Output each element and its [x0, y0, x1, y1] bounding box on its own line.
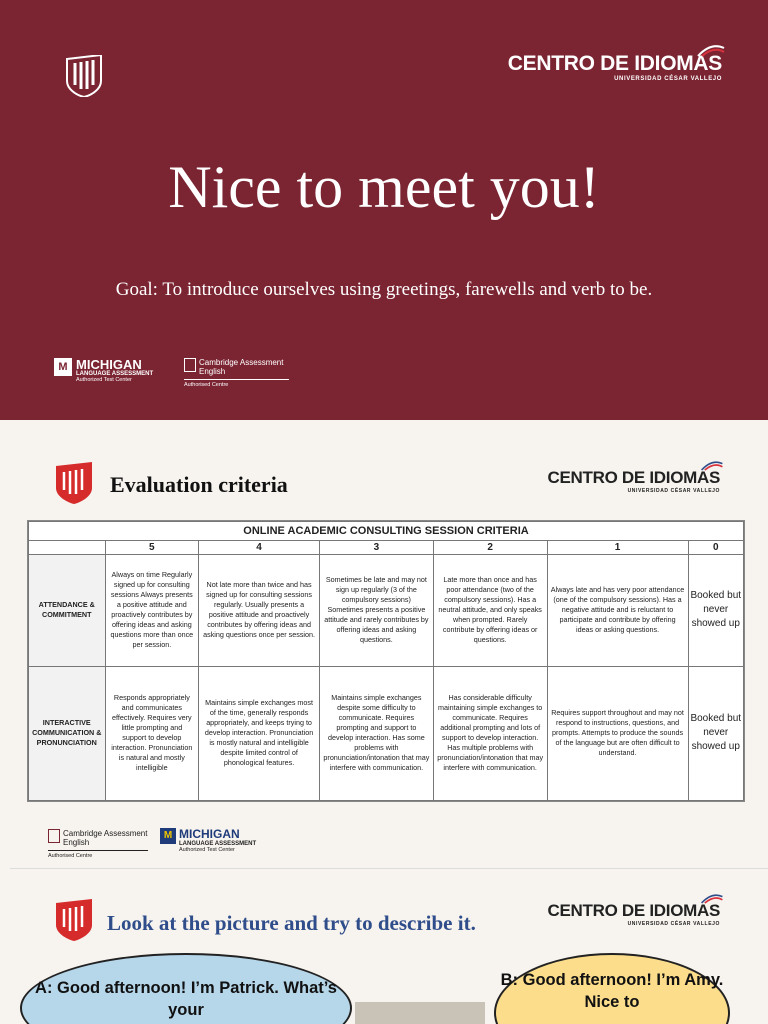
- speech-bubble-b: B: Good afternoon! I’m Amy. Nice to: [494, 953, 730, 1024]
- swoosh-icon: [696, 44, 726, 58]
- centro-title: CENTRO DE IDIOMAS: [507, 52, 722, 75]
- score-header: 3: [319, 540, 433, 554]
- evaluation-title: Evaluation criteria: [110, 472, 288, 497]
- michigan-line2: LANGUAGE ASSESSMENT: [179, 841, 257, 847]
- ucv-shield-logo: [64, 55, 104, 97]
- cambridge-name: Cambridge Assessment: [63, 829, 148, 838]
- criteria-table: [27, 520, 745, 802]
- centro-subtitle: UNIVERSIDAD CÉSAR VALLEJO: [627, 921, 720, 927]
- slide-title: Nice to meet you!: [168, 154, 600, 220]
- criteria-cell: Late more than once and has poor attendance (two of the compulsory sessions). Has a neutral attitude, and only speaks when prompted. Rarely contribute by offering ideas or questions.: [433, 555, 547, 667]
- michigan-line3: Authorized Test Center: [179, 847, 235, 853]
- criteria-cell: Booked but never showed up: [688, 555, 743, 667]
- criteria-cell: Not late more than twice and has signed up for consulting sessions regularly. Usually presents a positive attitude and proactively contributes by offering ideas and asking questions once per session.: [199, 555, 320, 667]
- criteria-cell: Always late and has very poor attendance (one of the compulsory sessions). Has a negative attitude and is reluctant to participate and contribute by offering ideas or asking questions.: [547, 555, 688, 667]
- picture-slide-title: Look at the picture and try to describe it.: [107, 911, 476, 935]
- cambridge-shield-icon: [48, 829, 60, 843]
- cambridge-name: Cambridge Assessment: [199, 358, 284, 367]
- cambridge-logo: [184, 358, 289, 388]
- speech-bubble-a: A: Good afternoon! I’m Patrick. What’s your: [20, 953, 352, 1024]
- table-row: [29, 666, 744, 800]
- michigan-m-icon: M: [54, 358, 72, 376]
- cambridge-line2: English: [63, 838, 90, 847]
- title-slide: [0, 0, 768, 420]
- criteria-cell: Maintains simple exchanges most of the time, generally responds appropriately, and keeps trying to develop interaction. Pronunciation is mostly natural and intelligible despite limited control of phonological features.: [199, 666, 320, 800]
- centro-subtitle: UNIVERSIDAD CÉSAR VALLEJO: [627, 488, 720, 494]
- centro-de-idiomas-logo: [508, 52, 722, 82]
- score-header: 1: [547, 540, 688, 554]
- centro-title: CENTRO DE IDIOMAS: [547, 901, 720, 920]
- table-caption: ONLINE ACADEMIC CONSULTING SESSION CRITERIA: [29, 522, 744, 541]
- michigan-name: MICHIGAN: [179, 827, 240, 841]
- goal-text: Goal: To introduce ourselves using greetings, farewells and verb to be.: [115, 279, 653, 300]
- cambridge-logo: [48, 829, 148, 859]
- criteria-cell: Maintains simple exchanges despite some difficulty to communicate. Requires prompting and support to develop interaction. Has some problems with pronunciation/intonation that may interfere with communication.: [319, 666, 433, 800]
- michigan-line2: LANGUAGE ASSESSMENT: [76, 371, 154, 377]
- michigan-name: MICHIGAN: [76, 357, 142, 372]
- criteria-cell: Booked but never showed up: [688, 666, 743, 800]
- criteria-cell: Always on time Regularly signed up for consulting sessions Always presents a positive attitude and proactively contributes by offering ideas and asking questions more than once per session.: [105, 555, 199, 667]
- cambridge-auth: Authorised Centre: [48, 853, 93, 859]
- centro-subtitle: UNIVERSIDAD CÉSAR VALLEJO: [614, 76, 722, 82]
- centro-de-idiomas-logo: [548, 901, 720, 927]
- category-cell: ATTENDANCE & COMMITMENT: [29, 555, 106, 667]
- score-header: 5: [105, 540, 199, 554]
- criteria-cell: Sometimes be late and may not sign up regularly (3 of the compulsory sessions) Sometimes presents a positive attitude and rarely contributes by offering ideas and asking questions.: [319, 555, 433, 667]
- table-row: [29, 555, 744, 667]
- conversation-photo: [355, 1002, 485, 1024]
- score-header: 0: [688, 540, 743, 554]
- criteria-cell: Responds appropriately and communicates effectively. Requires very little prompting and support to develop interaction. Pronunciation is natural and mostly intelligible: [105, 666, 199, 800]
- centro-de-idiomas-logo: [548, 468, 720, 494]
- score-header: 2: [433, 540, 547, 554]
- cambridge-line2: English: [199, 367, 226, 376]
- michigan-m-icon: M: [160, 828, 176, 844]
- michigan-logo: [160, 828, 256, 853]
- category-cell: INTERACTIVE COMMUNICATION & PRONUNCIATION: [29, 666, 106, 800]
- ucv-shield-icon: [54, 899, 94, 941]
- criteria-cell: Has considerable difficulty maintaining simple exchanges to communicate. Requires additional prompting and lots of support to develop interaction. Has multiple problems with pronunciation/intonation that may interfere with communication.: [433, 666, 547, 800]
- criteria-cell: Requires support throughout and may not respond to instructions, questions, and prompts. Attempts to produce the sounds of the language but are often difficult to understand.: [547, 666, 688, 800]
- swoosh-icon: [700, 893, 724, 905]
- evaluation-slide: [10, 432, 768, 864]
- score-header: 4: [199, 540, 320, 554]
- cambridge-auth: Authorised Centre: [184, 382, 229, 388]
- michigan-logo: [54, 358, 153, 383]
- cambridge-shield-icon: [184, 358, 196, 372]
- centro-title: CENTRO DE IDIOMAS: [547, 468, 720, 487]
- picture-slide: [10, 868, 768, 1024]
- swoosh-icon: [700, 460, 724, 472]
- michigan-line3: Authorized Test Center: [76, 377, 132, 383]
- ucv-shield-icon: [54, 462, 94, 504]
